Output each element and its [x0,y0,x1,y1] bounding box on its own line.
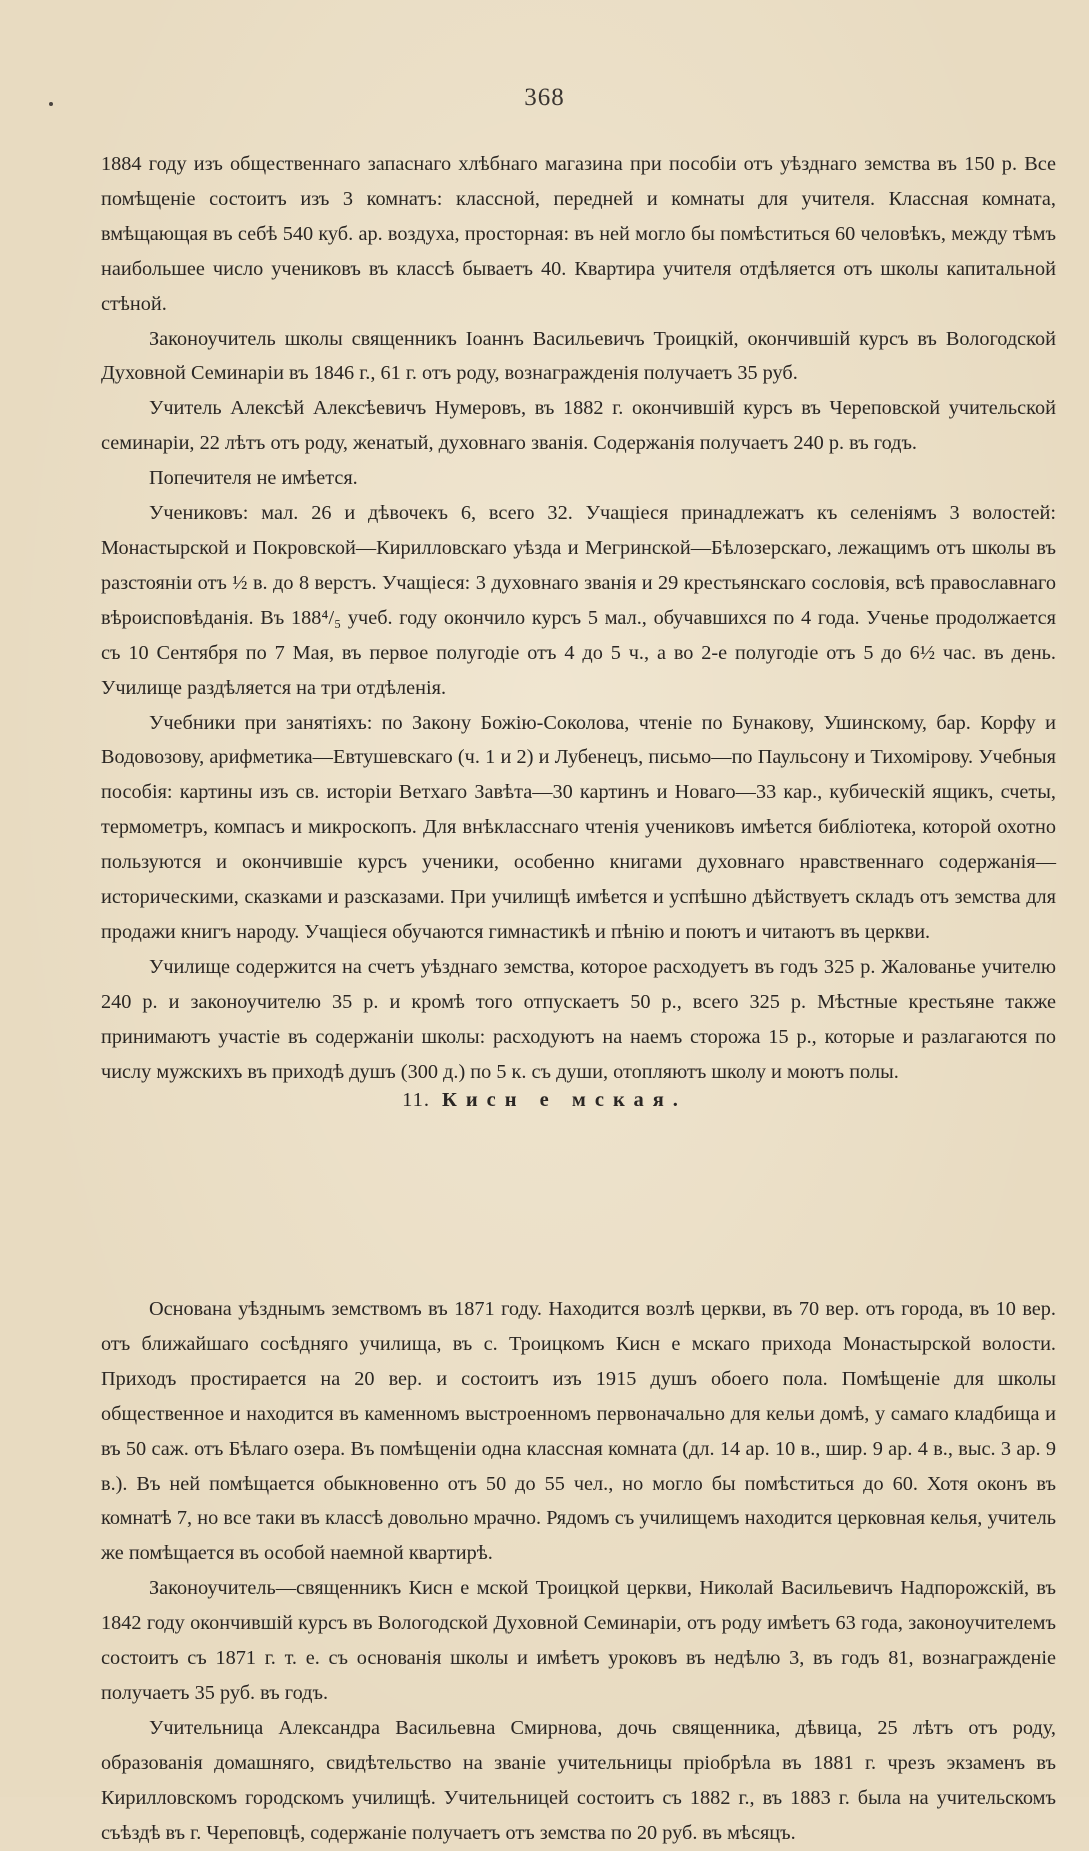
section-10-continuation [101,147,1056,1089]
paragraph: Основана уѣзднымъ земствомъ въ 1871 году. Находится возлѣ церкви, въ 70 вер. отъ города, въ 10 вер. отъ ближайшаго сосѣдняго училища, въ с. Троицкомъ Кисн е мскаго прихода Монастырской волости. Приходъ простирается на 20 вер. и состоитъ изъ 1915 душъ обоего пола. Помѣщеніе для школы общественное и находится въ каменномъ выстроенномъ первоначально для кельи домѣ, у самаго кладбища и въ 50 саж. отъ Бѣлаго озера. Въ помѣщеніи одна классная комната (дл. 14 ар. 10 в., шир. 9 ар. 4 в., выс. 3 ар. 9 в.). Въ ней помѣщается обыкновенно отъ 50 до 55 чел., но могло бы помѣститься до 60. Хотя оконъ въ комнатѣ 7, но все таки въ классѣ довольно мрачно. Рядомъ съ училищемъ находится церковная келья, учитель же помѣщается въ особой наемной квартирѣ. [101,1298,1056,1565]
paragraph: Попечителя не имѣется. [149,467,358,490]
paragraph: Учениковъ: мал. 26 и дѣвочекъ 6, всего 32. Учащіеся принадлежатъ къ селеніямъ 3 волостей: Монастырской и Покровской—Кирилловскаго уѣзда и Мегринской—Бѣлозерскаго, лежащимъ отъ школы въ разстояніи отъ ½ в. до 8 верстъ. Учащіеся: 3 духовнаго званія и 29 крестьянскаго сословія, всѣ православнаго вѣроисповѣданія. Въ 188⁴/₅ учеб. году окончило курсъ 5 мал., обучавшихся по 4 года. Ученье продолжается съ 10 Сентября по 7 Мая, въ первое полугодіе отъ 4 до 5 ч., а во 2-е полугодіе отъ 5 до 6½ час. въ день. Училище раздѣляется на три отдѣленія. [101,502,1056,699]
paragraph: Законоучитель—священникъ Кисн е мской Троицкой церкви, Николай Васильевичъ Надпорожскій, въ 1842 году окончившій курсъ въ Вологодской Духовной Семинаріи, отъ роду имѣетъ 63 года, законоучителемъ состоитъ съ 1871 г. т. е. съ основанія школы и имѣетъ уроковъ въ недѣлю 3, въ годъ 81, вознагражденіе получаетъ 35 руб. въ годъ. [101,1577,1056,1704]
paragraph: Учительница Александра Васильевна Смирнова, дочь священника, дѣвица, 25 лѣтъ отъ роду, образованія домашняго, свидѣтельство на званіе учительницы пріобрѣла въ 1881 г. чрезъ экзаменъ въ Кирилловскомъ городскомъ училищѣ. Учительницей состоитъ съ 1882 г., въ 1883 г. была на учительскомъ съѣздѣ въ г. Череповцѣ, содержаніе получаетъ отъ земства по 20 руб. въ мѣсяцъ. [101,1716,1056,1844]
paragraph: Учитель Алексѣй Алексѣевичъ Нумеровъ, въ 1882 г. окончившій курсъ въ Череповской учительской семинаріи, 22 лѣтъ отъ роду, женатый, духовнаго званія. Содержанія получаетъ 240 р. въ годъ. [101,397,1056,455]
section-11-body [101,1292,1056,1851]
section-number: 11. [402,1089,430,1111]
paragraph: Училище содержится на счетъ уѣзднаго земства, которое расходуетъ въ годъ 325 р. Жалованье учителю 240 р. и законоучителю 35 р. и кромѣ того отпускаетъ 50 р., всего 325 р. Мѣстные крестьяне также принимаютъ участіе въ содержаніи школы: расходуютъ на наемъ сторожа 15 р., которые и разлагаются по числу мужскихъ въ приходѣ душъ (300 д.) по 5 к. съ души, отопляютъ школу и моютъ полы. [101,955,1056,1083]
section-heading [0,1089,1089,1112]
paragraph: 1884 году изъ общественнаго запаснаго хлѣбнаго магазина при пособіи отъ уѣзднаго земства въ 150 р. Все помѣщеніе состоитъ изъ 3 комнатъ: классной, передней и комнаты для учителя. Классная комната, вмѣщающая въ себѣ 540 куб. ар. воздуха, просторная: въ ней могло бы помѣститься 60 человѣкъ, между тѣмъ наибольшее число учениковъ въ классѣ бываетъ 40. Квартира учителя отдѣляется отъ школы капитальной стѣной. [101,153,1056,315]
section-title: Кисн е мская. [441,1089,687,1111]
paragraph: Законоучитель школы священникъ Іоаннъ Васильевичъ Троицкій, окончившій курсъ въ Вологодской Духовной Семинаріи въ 1846 г., 61 г. отъ роду, вознагражденія получаетъ 35 руб. [101,327,1056,385]
paragraph: Учебники при занятіяхъ: по Закону Божію-Соколова, чтеніе по Бунакову, Ушинскому, бар. Корфу и Водовозову, арифметика—Евтушевскаго (ч. 1 и 2) и Лубенецъ, письмо—по Паульсону и Тихомірову. Учебныя пособія: картины изъ св. исторіи Ветхаго Завѣта—30 картинъ и Новаго—33 кар., кубическій ящикъ, счеты, термометръ, компасъ и микроскопъ. Для внѣкласснаго чтенія учениковъ имѣется библіотека, которой охотно пользуются и окончившіе курсъ ученики, особенно книгами духовнаго нравственнаго содержанія—историческими, сказками и разсказами. При училищѣ имѣется и успѣшно дѣйствуетъ складъ отъ земства для продажи книгъ народу. Учащіеся обучаются гимнастикѣ и пѣнію и поютъ и читаютъ въ церкви. [101,711,1056,943]
page-number: 368 [524,84,565,111]
